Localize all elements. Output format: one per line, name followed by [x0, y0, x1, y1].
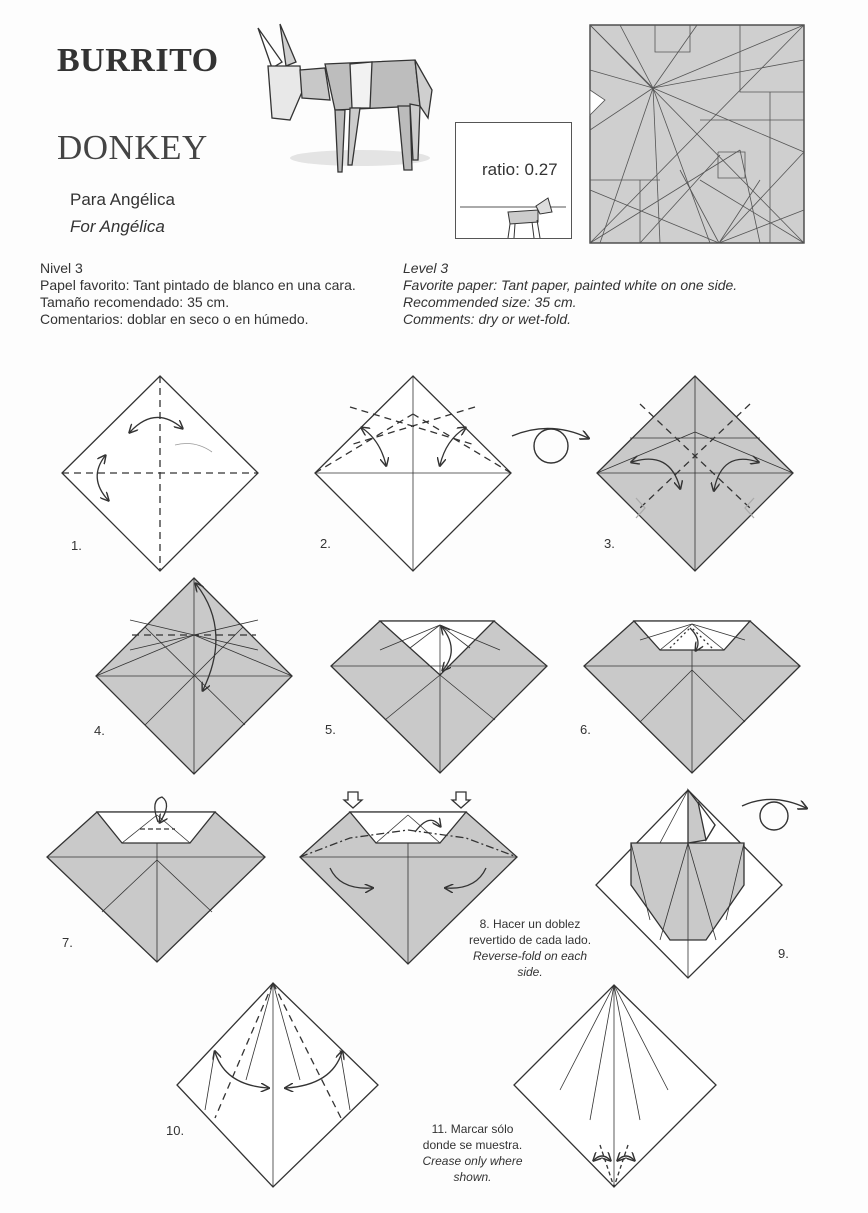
turn-over-icon	[512, 428, 588, 463]
step-8-note	[455, 916, 605, 980]
dedication-spanish: Para Angélica	[70, 190, 175, 209]
note-line: shown.	[453, 1170, 492, 1184]
info-level: Level 3	[403, 260, 449, 276]
step-11-note	[405, 1121, 540, 1185]
ratio-label: ratio: 0.27	[482, 160, 558, 179]
step-number: 3.	[604, 536, 615, 551]
note-line: revertido de cada lado.	[468, 933, 592, 947]
note-line: Reverse-fold on each	[472, 949, 588, 963]
donkey-illustration	[258, 24, 432, 172]
info-size: Recommended size: 35 cm.	[403, 294, 577, 310]
step-number: 2.	[320, 536, 331, 551]
info-paper: Favorite paper: Tant paper, painted white on one side.	[403, 277, 738, 293]
turn-over-icon	[742, 799, 806, 830]
crease-pattern	[590, 25, 804, 243]
note-line: 8. Hacer un doblez	[479, 917, 581, 931]
note-line: Crease only where	[422, 1154, 523, 1168]
info-level: Nivel 3	[40, 260, 83, 276]
step-2-diagram	[315, 376, 511, 571]
step-3-diagram	[597, 376, 793, 571]
info-size: Tamaño recomendado: 35 cm.	[40, 294, 230, 310]
step-9-diagram	[596, 790, 782, 978]
step-6-diagram	[584, 621, 800, 773]
title-english: DONKEY	[57, 128, 208, 167]
step-number: 9.	[778, 946, 789, 961]
step-number: 7.	[62, 935, 73, 950]
step-5-diagram	[331, 621, 547, 773]
step-number: 10.	[166, 1123, 185, 1138]
step-7-diagram	[47, 797, 265, 962]
step-4-diagram	[96, 578, 292, 774]
step-1-diagram	[62, 376, 258, 571]
info-paper: Papel favorito: Tant pintado de blanco en una cara.	[40, 277, 356, 293]
dedication-english: For Angélica	[70, 217, 165, 236]
note-line: donde se muestra.	[422, 1138, 523, 1152]
step-number: 6.	[580, 722, 591, 737]
info-comments: Comentarios: doblar en seco o en húmedo.	[40, 311, 309, 327]
info-comments: Comments: dry or wet-fold.	[403, 311, 572, 327]
title-spanish: BURRITO	[57, 42, 219, 79]
step-11-diagram	[514, 985, 716, 1187]
step-number: 1.	[71, 538, 82, 553]
step-10-diagram	[177, 983, 378, 1187]
ratio-donkey	[460, 198, 566, 238]
step-number: 5.	[325, 722, 336, 737]
note-line: side.	[517, 965, 543, 979]
note-line: 11. Marcar sólo	[431, 1122, 514, 1136]
step-number: 4.	[94, 723, 105, 738]
